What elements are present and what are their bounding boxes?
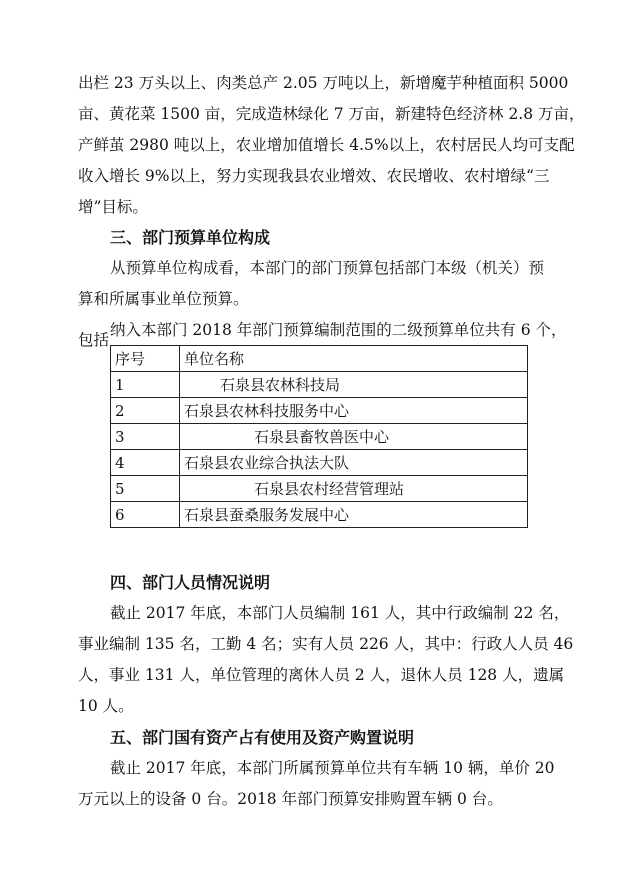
section4-para-line: 10 人。 (78, 697, 134, 715)
section3-para1-line: 从预算单位构成看，本部门的部门预算包括部门本级（机关）预 (110, 259, 545, 277)
section3-para2-line: 纳入本部门 2018 年部门预算编制范围的二级预算单位共有 6 个， (110, 321, 567, 339)
section5-para-line: 万元以上的设备 0 台。2018 年部门预算安排购置车辆 0 台。 (78, 790, 503, 808)
row-name: 石泉县农村经营管理站 (180, 476, 528, 502)
section3-para1-line: 算和所属事业单位预算。 (78, 290, 249, 308)
row-no: 6 (111, 502, 180, 528)
row-no: 5 (111, 476, 180, 502)
row-no: 2 (111, 398, 180, 424)
row-name: 石泉县农业综合执法大队 (180, 450, 528, 476)
section4-heading: 四、部门人员情况说明 (110, 573, 271, 592)
intro-line: 收入增长 9%以上，努力实现我县农业增效、农民增收、农村增绿“三 (78, 167, 550, 185)
budget-units-table (110, 345, 528, 528)
row-name: 石泉县蚕桑服务发展中心 (180, 502, 528, 528)
row-name: 石泉县农林科技服务中心 (180, 398, 528, 424)
section3-para2-line: 包括 (78, 331, 110, 349)
row-no: 4 (111, 450, 180, 476)
column-header-name: 单位名称 (180, 346, 528, 372)
table-row (111, 398, 528, 424)
section5-heading: 五、部门国有资产占有使用及资产购置说明 (110, 728, 415, 747)
row-name: 石泉县畜牧兽医中心 (180, 424, 528, 450)
section3-heading: 三、部门预算单位构成 (110, 228, 271, 247)
section4-para-line: 事业编制 135 名，工勤 4 名；实有人员 226 人，其中：行政人人员 46 (78, 635, 574, 653)
column-header-no: 序号 (111, 346, 180, 372)
table-row (111, 502, 528, 528)
intro-line: 出栏 23 万头以上、肉类总产 2.05 万吨以上，新增魔芋种植面积 5000 (78, 74, 569, 92)
row-no: 1 (111, 372, 180, 398)
table-row (111, 372, 528, 398)
section4-para-line: 人，事业 131 人，单位管理的离休人员 2 人，退休人员 128 人，遗属 (78, 666, 565, 684)
intro-line: 亩、黄花菜 1500 亩，完成造林绿化 7 万亩，新建特色经济林 2.8 万亩， (78, 105, 585, 123)
table-row (111, 476, 528, 502)
section5-para-line: 截止 2017 年底，本部门所属预算单位共有车辆 10 辆，单价 20 (110, 759, 555, 777)
table-row (111, 450, 528, 476)
row-no: 3 (111, 424, 180, 450)
intro-line: 产鲜茧 2980 吨以上，农业增加值增长 4.5%以上，农村居民人均可支配 (78, 136, 575, 154)
row-name: 石泉县农林科技局 (180, 372, 528, 398)
table-row (111, 424, 528, 450)
intro-line: 增”目标。 (78, 198, 148, 216)
section4-para-line: 截止 2017 年底，本部门人员编制 161 人，其中行政编制 22 名， (110, 604, 570, 622)
